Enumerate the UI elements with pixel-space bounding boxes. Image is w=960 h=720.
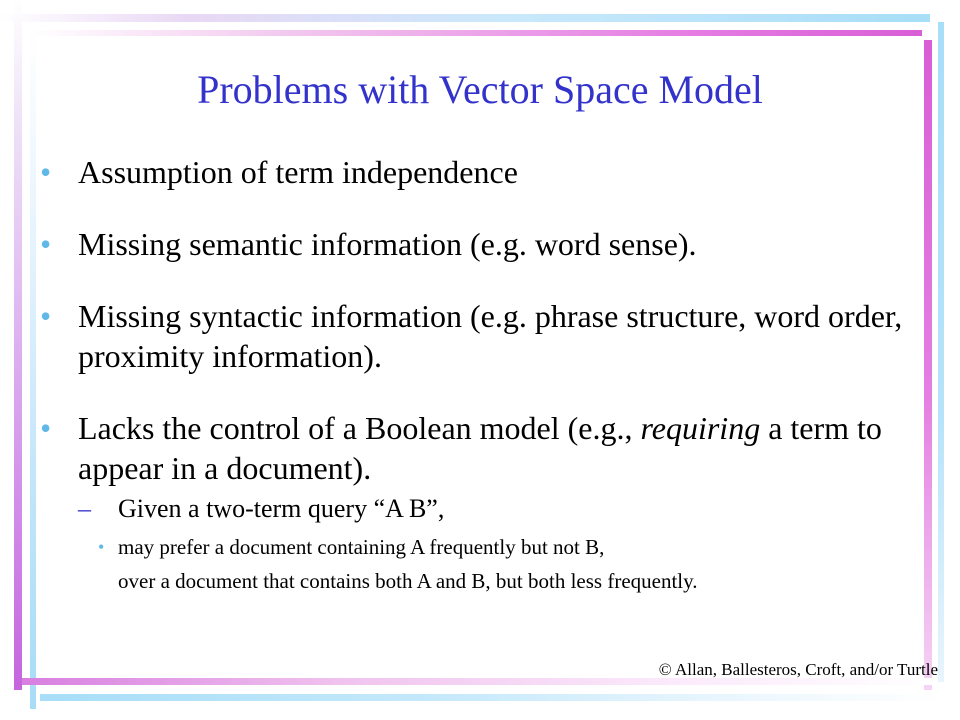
bullet-list bbox=[40, 152, 920, 596]
bullet-text: Missing syntactic information (e.g. phrase structure, word order, proximity information). bbox=[78, 298, 903, 374]
slide-title: Problems with Vector Space Model bbox=[197, 67, 763, 112]
sub-sub-bullet-continuation: over a document that contains both A and B, but both less frequently. bbox=[118, 569, 698, 593]
bullet-text: Missing semantic information (e.g. word sense). bbox=[78, 226, 697, 262]
bullet-dot-icon: • bbox=[40, 298, 52, 334]
copyright-footer: © Allan, Ballesteros, Croft, and/or Turtle bbox=[658, 660, 938, 679]
sub-bullet-item bbox=[78, 492, 920, 526]
decorative-bar-right-outer bbox=[938, 22, 944, 682]
bullet-item bbox=[40, 296, 920, 376]
dash-icon: – bbox=[78, 494, 91, 523]
decorative-bar-top-inner bbox=[30, 30, 922, 36]
decorative-bar-right-inner bbox=[924, 40, 932, 690]
bullet-item bbox=[40, 224, 920, 264]
bullet-text: Assumption of term independence bbox=[78, 154, 518, 190]
sub-bullet-text: Given a two-term query “A B”, bbox=[118, 494, 445, 523]
bullet-item bbox=[40, 152, 920, 192]
bullet-dot-icon: • bbox=[40, 154, 52, 190]
bullet-item bbox=[40, 408, 920, 596]
decorative-bar-bottom-outer bbox=[40, 694, 945, 701]
bullet-dot-icon: • bbox=[98, 537, 105, 557]
decorative-bar-top-outer bbox=[0, 14, 930, 22]
sub-sub-bullet-item bbox=[78, 532, 920, 562]
bullet-dot-icon: • bbox=[40, 410, 52, 446]
decorative-bar-left-inner bbox=[30, 24, 36, 709]
bullet-text-before: Lacks the control of a Boolean model (e.g., bbox=[78, 410, 641, 446]
bullet-dot-icon: • bbox=[40, 226, 52, 262]
sub-sub-bullet-text: may prefer a document containing A frequently but not B, bbox=[118, 535, 605, 559]
bullet-text-after: a term to appear in a document). bbox=[78, 410, 882, 486]
bullet-text-emphasis: requiring bbox=[640, 410, 761, 446]
